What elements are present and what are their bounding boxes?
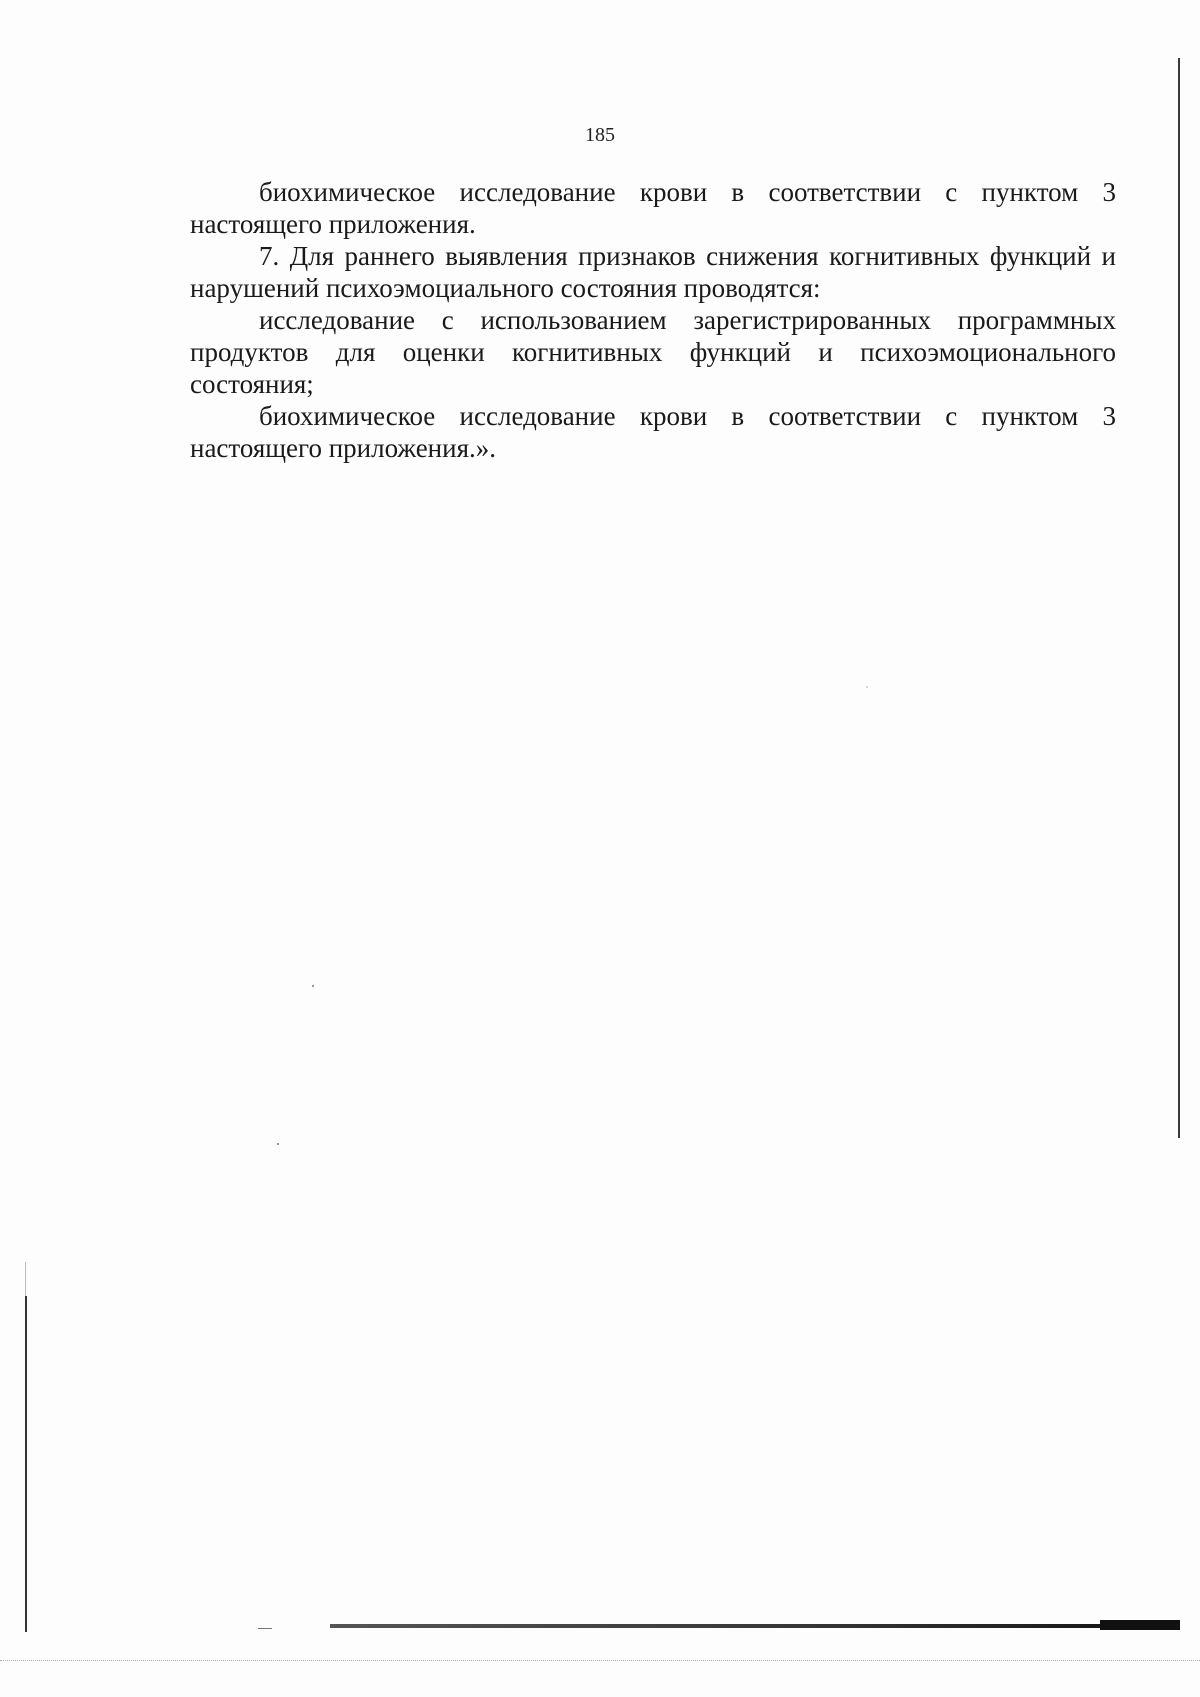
scan-bottom-dotted-line bbox=[0, 1660, 1200, 1661]
scan-bottom-rule-end bbox=[1100, 1620, 1180, 1630]
paragraph-1: биохимическое исследование крови в соответствии с пунктом 3 настоящего приложения. bbox=[190, 177, 1116, 239]
paragraph-2: 7. Для раннего выявления признаков снижения когнитивных функций и нарушений психоэмоциального состояния проводятся: bbox=[190, 241, 1116, 303]
body-text bbox=[190, 176, 1116, 464]
scan-edge-left bbox=[25, 1296, 27, 1632]
scan-edge-left-faint bbox=[25, 1262, 26, 1296]
scan-edge-right bbox=[1178, 58, 1180, 1138]
page-number: 185 bbox=[585, 124, 615, 146]
scan-speck bbox=[312, 985, 314, 987]
scan-speck bbox=[866, 686, 868, 688]
paragraph-3: исследование с использованием зарегистрированных программных продуктов для оценки когнитивных функций и психоэмоционального состояния; bbox=[190, 305, 1116, 399]
paragraph-4: биохимическое исследование крови в соответствии с пунктом 3 настоящего приложения.». bbox=[190, 401, 1116, 463]
scan-bottom-rule bbox=[330, 1624, 1180, 1628]
scan-speck bbox=[277, 1143, 279, 1145]
scan-bottom-dash bbox=[258, 1628, 272, 1629]
